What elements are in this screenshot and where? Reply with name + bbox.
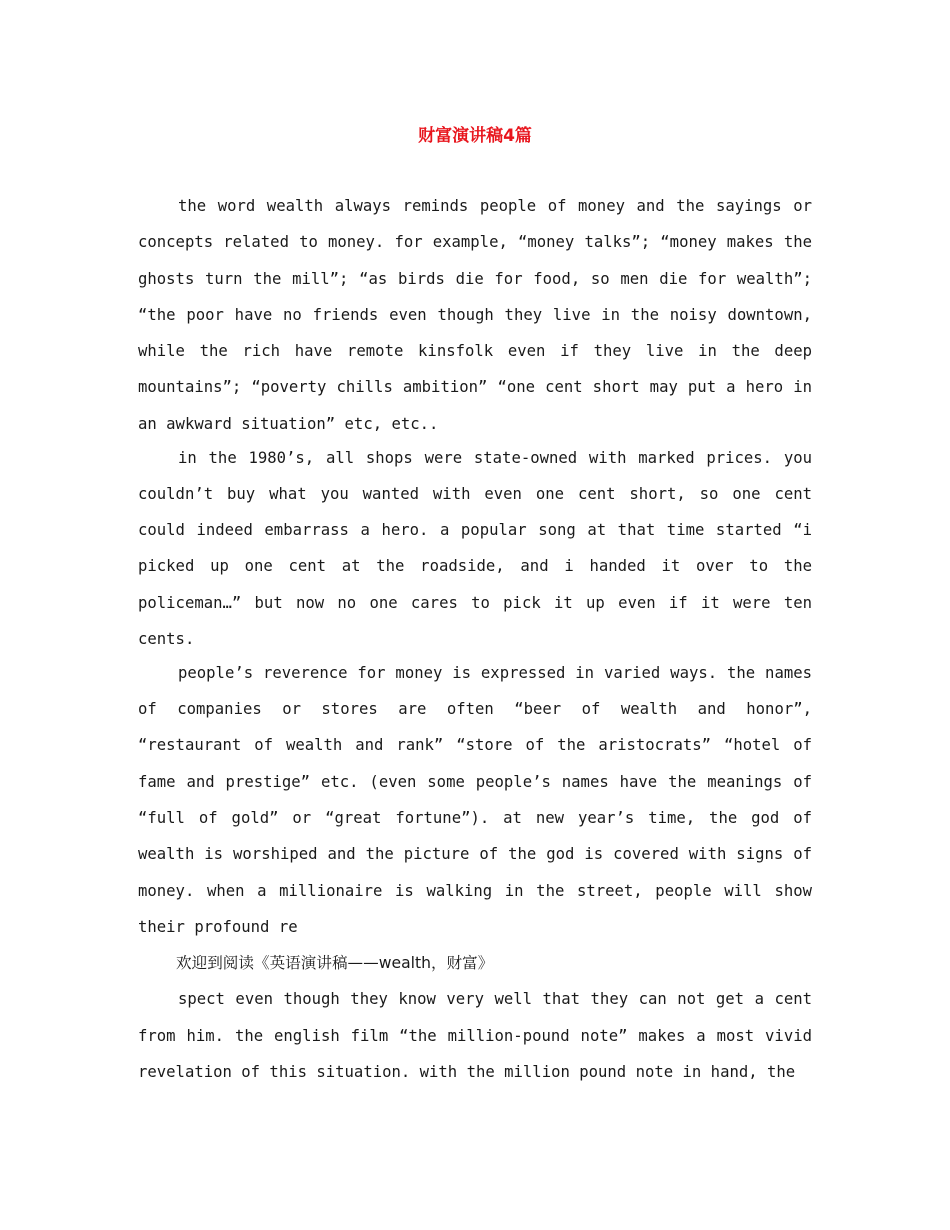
paragraph-1: the word wealth always reminds people of money and the sayings or concepts related to money. for example, “money talks”; “money makes the ghosts turn the mill”; “as birds die for food, so men die for wealth”; “the poor have no friends even though they live in the noisy downtown, while the rich have remote kinsfolk even if they live in the deep mountains”; “poverty chills ambition” “one cent short may put a hero in an awkward situation” etc, etc.. [138, 197, 812, 433]
paragraph-continuation: spect even though they know very well that they can not get a cent from him. the english film “the million-pound note” makes a most vivid revelation of this situation. with the million pound note in hand, the [138, 990, 812, 1081]
paragraph-2: in the 1980’s, all shops were state-owned with marked prices. you couldn’t buy what you wanted with even one cent short, so one cent could indeed embarrass a hero. a popular song at that time started “i picked up one cent at the roadside, and i handed it over to the policeman…” but now no one cares to pick it up even if it were ten cents. [138, 448, 812, 649]
document-body [138, 188, 812, 1090]
paragraph-3: people’s reverence for money is expressed in varied ways. the names of companies or stores are often “beer of wealth and honor”, “restaurant of wealth and rank” “store of the aristocrats” “hotel of fame and prestige” etc. (even some people’s names have the meanings of “full of gold” or “great fortune”). at new year’s time, the god of wealth is worshiped and the picture of the god is covered with signs of money. when a millionaire is walking in the street, people will show their profound re [138, 663, 812, 936]
document-title: 财富演讲稿4篇 [418, 126, 532, 146]
reading-note: 欢迎到阅读《英语演讲稿——wealth，财富》 [176, 954, 494, 973]
